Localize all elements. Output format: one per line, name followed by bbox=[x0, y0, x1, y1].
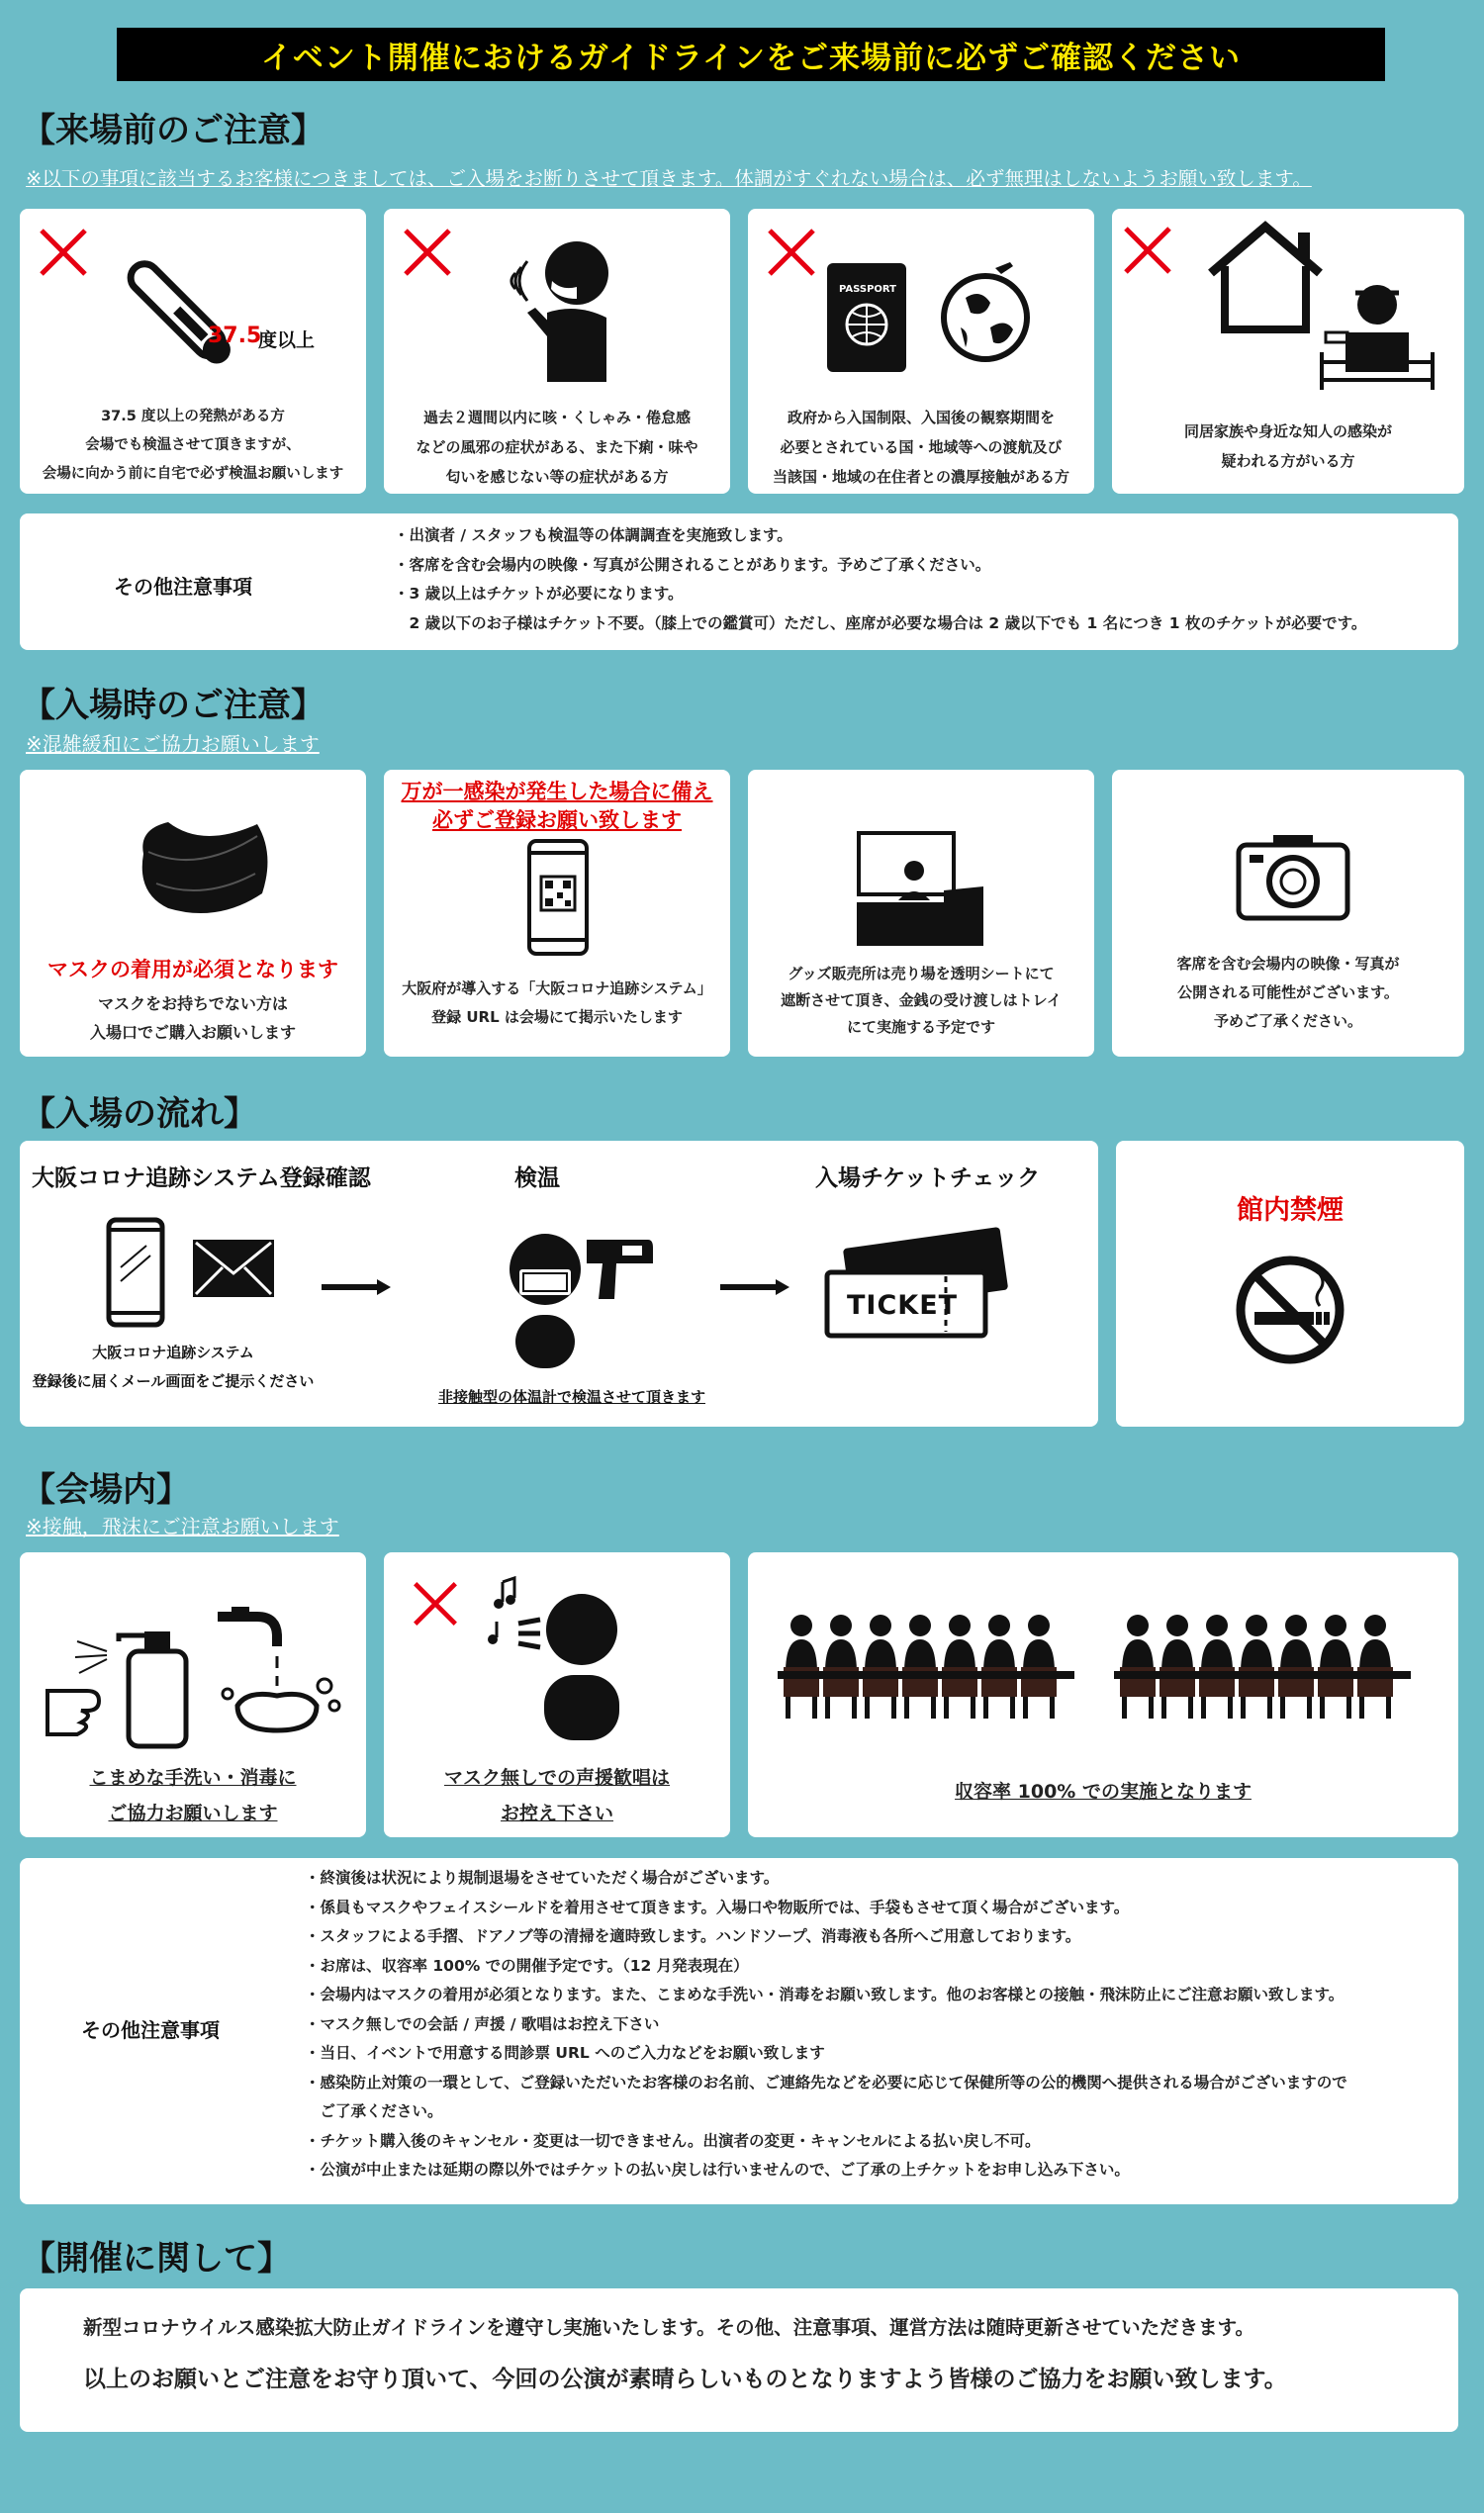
card-merch-shop bbox=[748, 770, 1094, 1057]
globe-plane-icon bbox=[936, 258, 1035, 367]
closing-line-1: 新型コロナウイルス感染拡大防止ガイドラインを遵守し実施いたします。その他、注意事項、運営方法は随時更新させていただきます。 bbox=[83, 2316, 1255, 2339]
passport-text: PASSPORT bbox=[839, 284, 897, 295]
red-x-icon bbox=[402, 227, 453, 278]
other-notes-label: その他注意事項 bbox=[114, 575, 252, 599]
card-caption: 同居家族や身近な知人の感染が 疑われる方がいる方 bbox=[1183, 422, 1392, 470]
red-x-icon bbox=[38, 227, 89, 278]
cashier-counter-icon bbox=[857, 831, 985, 950]
thermo-unit-label: 度以上 bbox=[258, 329, 316, 351]
section-subtitle-entry: ※混雑緩和にご協力お願いします bbox=[26, 732, 320, 756]
ticket-text: TICKET bbox=[847, 1290, 959, 1321]
other-notes-list: ・出演者 / スタッフも検温等の体調調査を実施致します。 ・客席を含む会場内の映像・写真が公開されることがあります。予めご了承ください。 ・3 歳以上はチケットが必要になります。 2 歳以下のお子様はチケット不要。（膝上での鑑賞可）ただし、座席が必要な場合は 2 歳以下でも 1 名につき 1 枚のチケットが必要です。 bbox=[394, 526, 1367, 632]
card-caption: こまめな手洗い・消毒に ご協力お願いします bbox=[89, 1767, 297, 1824]
section-title-flow: 【入場の流れ】 bbox=[22, 1094, 257, 1134]
section-title-closing: 【開催に関して】 bbox=[22, 2239, 291, 2279]
coughing-person-icon bbox=[508, 233, 626, 382]
card-household bbox=[1112, 209, 1464, 494]
card-mask bbox=[20, 770, 366, 1057]
hand-sanitizer-icon bbox=[38, 1612, 196, 1750]
other-notes-label: その他注意事項 bbox=[81, 2018, 220, 2042]
red-x-icon bbox=[412, 1580, 459, 1628]
arrow-right-icon bbox=[720, 1277, 791, 1297]
other-notes-card-venue bbox=[20, 1858, 1458, 2204]
card-fever bbox=[20, 209, 366, 494]
sick-person-bed-icon bbox=[1318, 263, 1437, 392]
section-title-entry: 【入場時のご注意】 bbox=[22, 686, 325, 725]
card-photography bbox=[1112, 770, 1464, 1057]
passport-icon bbox=[827, 263, 906, 372]
other-notes-list: ・終演後は状況により規制退場をさせていただく場合がございます。 ・係員もマスクやフェイスシールドを着用させて頂きます。入場口や物販所では、手袋もさせて頂く場合がございます。 ・スタッフによる手摺、ドアノブ等の清掃を適時致します。ハンドソープ、消毒液も各所へご用意しております。 ・お席は、収容率 100% での開催予定です。（12 月発表現在） ・会場内はマスクの着用が必須となります。また、こまめな手洗い・消毒をお願い致します。他のお客様との接触・飛沫防止にご注意お願い致します。 ・マスク無しでの会話 / 声援 / 歌唱はお控え下さい ・当日、イベントで用意する問診票 URL へのご入力などをお願い致します ・感染防止対策の一環として、ご登録いただいたお客様のお名前、ご連絡先などを必要に応じて保健所等の公的機関へ提供される場合がございますので ご了承ください。 ・チケット購入後のキャンセル・変更は一切できません。出演者の変更・キャンセルによる払い戻し不可。 ・公演が中止または延期の際以外ではチケットの払い戻しは行いませんので、ご了承の上チケットをお申し込み下さい。 bbox=[305, 1869, 1347, 2179]
step-caption-tracking: 大阪コロナ追跡システム 登録後に届くメール画面をご提示ください bbox=[32, 1344, 315, 1390]
card-caption: 客席を含む会場内の映像・写真が 公開される可能性がございます。 予めご了承ください。 bbox=[1176, 955, 1400, 1030]
temperature-check-icon bbox=[500, 1230, 658, 1368]
card-caption: 大阪府が導入する「大阪コロナ追跡システム」 登録 URL は会場にて掲示いたします bbox=[402, 979, 712, 1026]
step-label-temperature: 検温 bbox=[514, 1165, 560, 1191]
no-smoking-text: 館内禁煙 bbox=[1237, 1195, 1344, 1226]
section-title-before: 【来場前のご注意】 bbox=[22, 111, 325, 150]
step-label-ticket: 入場チケットチェック bbox=[815, 1165, 1041, 1191]
card-no-cheering bbox=[384, 1552, 730, 1837]
faucet-wash-icon bbox=[208, 1607, 346, 1745]
card-caption: 過去２週間以内に咳・くしゃみ・倦怠感 などの風邪の症状がある、また下痢・味や 匂いを感じない等の症状がある方 bbox=[416, 409, 698, 486]
card-caption: マスク無しでの声援歓唱は お控え下さい bbox=[443, 1767, 670, 1824]
entry-flow-card bbox=[20, 1141, 1098, 1427]
mask-required-text: マスクの着用が必須となります bbox=[47, 958, 338, 981]
card-caption: グッズ販売所は売り場を透明シートにて 遮断させて頂き、金銭の受け渡しはトレイ にて実施する予定です bbox=[781, 965, 1062, 1036]
no-smoking-card bbox=[1116, 1141, 1464, 1427]
section-subtitle-venue: ※接触，飛沫にご注意お願いします bbox=[26, 1515, 339, 1538]
card-hand-washing bbox=[20, 1552, 366, 1837]
house-icon bbox=[1201, 219, 1330, 337]
ticket-icon bbox=[819, 1233, 1017, 1342]
section-subtitle-before: ※以下の事項に該当するお客様につきましては、ご入場をお断りさせて頂きます。体調がすぐれない場合は、必ず無理はしないようお願い致します。 bbox=[26, 167, 1312, 190]
capacity-text: 収容率 100% での実施となります bbox=[955, 1781, 1252, 1803]
thermometer-icon bbox=[119, 253, 247, 382]
red-x-icon bbox=[766, 227, 817, 278]
page-banner: イベント開催におけるガイドラインをご来場前に必ずご確認ください bbox=[117, 28, 1385, 81]
mask-icon bbox=[129, 814, 277, 923]
camera-icon bbox=[1236, 831, 1350, 922]
step-caption-temperature: 非接触型の体温計で検温させて頂きます bbox=[437, 1388, 705, 1406]
other-notes-card-before bbox=[20, 513, 1458, 650]
closing-card bbox=[20, 2288, 1458, 2432]
red-x-icon bbox=[1122, 225, 1173, 276]
card-cold-symptoms bbox=[384, 209, 730, 494]
card-caption: 37.5 度以上の発熱がある方 会場でも検温させて頂きますが、 会場に向かう前に自宅で必ず検温お願いします bbox=[42, 409, 344, 482]
mail-icon bbox=[193, 1240, 274, 1297]
registration-warning: 万が一感染が発生した場合に備え 必ずご登録お願い致します bbox=[401, 780, 713, 832]
smartphone-icon bbox=[107, 1218, 164, 1327]
card-capacity bbox=[748, 1552, 1458, 1837]
singing-person-icon bbox=[483, 1572, 631, 1740]
section-title-venue: 【会場内】 bbox=[22, 1470, 190, 1510]
step-label-tracking: 大阪コロナ追跡システム登録確認 bbox=[32, 1165, 371, 1191]
smartphone-qr-icon bbox=[527, 839, 589, 956]
card-travel bbox=[748, 209, 1094, 494]
audience-seated-icon bbox=[778, 1612, 1431, 1721]
card-caption: マスクをお持ちでない方は 入場口でご購入お願いします bbox=[89, 994, 296, 1042]
arrow-right-icon bbox=[322, 1277, 393, 1297]
closing-line-2: 以上のお願いとご注意をお守り頂いて、今回の公演が素晴らしいものとなりますよう皆様のご協力をお願い致します。 bbox=[83, 2367, 1287, 2392]
card-tracking-registration bbox=[384, 770, 730, 1057]
thermo-temp-label: 37.5 bbox=[208, 324, 262, 348]
card-caption: 政府から入国制限、入国後の観察期間を 必要とされている国・地域等への渡航及び 当該国・地域の在住者との濃厚接触がある方 bbox=[772, 409, 1069, 486]
no-smoking-icon bbox=[1235, 1255, 1345, 1365]
